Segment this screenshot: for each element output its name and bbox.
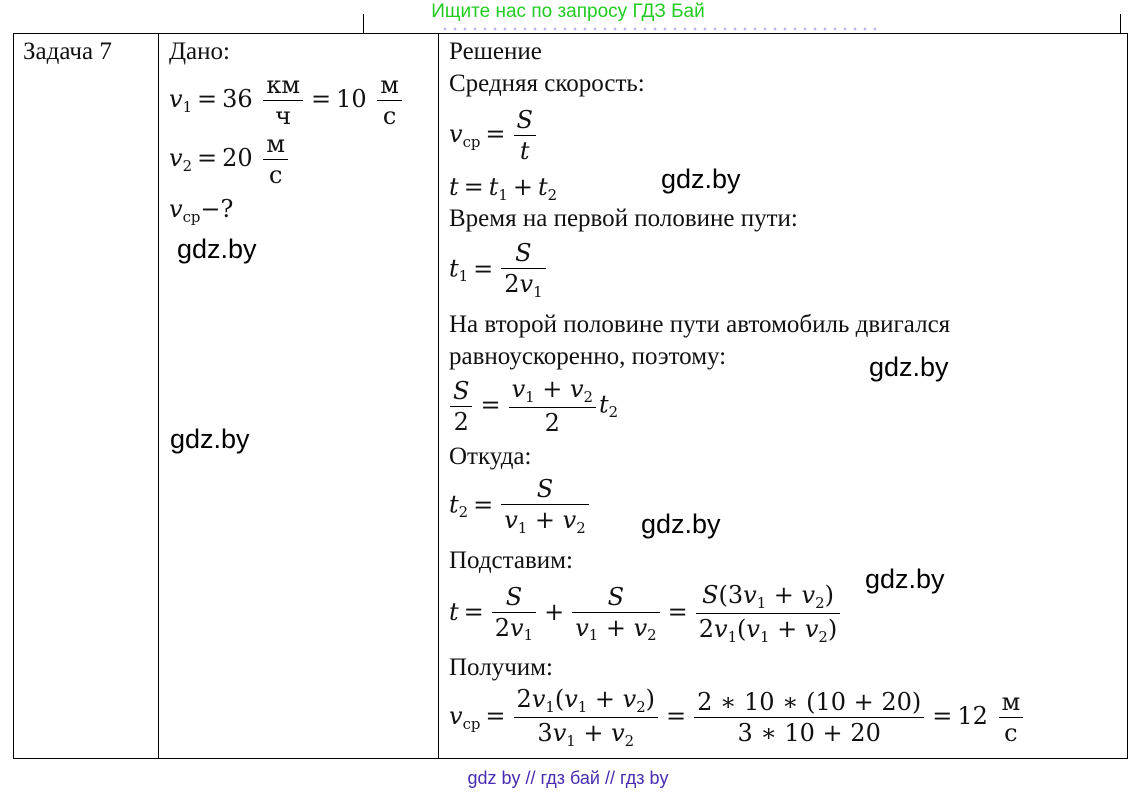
first-half-label: Время на первой половине пути: xyxy=(449,205,798,232)
watermark: gdz.by xyxy=(177,234,257,264)
avg-speed-label: Средняя скорость: xyxy=(449,70,645,97)
watermark: gdz.by xyxy=(170,424,250,454)
border-tick-left xyxy=(363,14,364,33)
watermark: gdz.by xyxy=(641,509,721,539)
given-unknown: vср−? xyxy=(169,195,234,226)
v1-value: 36 xyxy=(222,85,253,113)
given-heading: Дано: xyxy=(169,38,230,65)
final-fraction: $\frac{2 ∗ 10 ∗ (10 + 20)}{3 ∗ 10 + 20}$ xyxy=(694,687,924,748)
formula-avg-speed: vср = $\frac{S}{t}$ xyxy=(449,104,539,167)
footer-text: gdz by // гдз бай // гдз by xyxy=(467,768,669,788)
formula-half-distance: $\frac{S}{2}$ = $\frac{v1 + v2}{2}$ t2 xyxy=(447,374,618,438)
site-banner: Ищите нас по запросу ГДЗ Бай xyxy=(431,1,705,22)
given-v2: v2 = 20 $\frac{м}{с}$ xyxy=(169,128,291,191)
final-unit: $\frac{м}{с}$ xyxy=(999,687,1024,748)
formula-t-sum: t = $\frac{S}{2v1}$ + $\frac{S}{v1 + v2}$ = $\frac{S(3v1 + v2)}{2v1(v1 + v2)}$ xyxy=(449,580,843,647)
task-label-cell xyxy=(14,34,159,759)
solution-heading: Решение xyxy=(449,38,542,65)
border-tick-right xyxy=(1120,14,1121,33)
result-label: Получим: xyxy=(449,654,553,681)
formula-t2: t2 = $\frac{S}{v1 + v2}$ xyxy=(449,474,592,538)
v2-unit: $\frac{м}{с}$ xyxy=(263,129,288,190)
final-value: 12 xyxy=(957,702,988,730)
watermark: gdz.by xyxy=(869,352,949,382)
v1-si-unit: $\frac{м}{с}$ xyxy=(377,70,402,131)
given-v1: v1 = 36 $\frac{км}{ч}$ = 10 $\frac{м}{с}$ xyxy=(169,69,405,132)
substitute-label: Подставим: xyxy=(449,547,573,574)
dotted-rule xyxy=(440,27,876,31)
given-cell xyxy=(159,34,439,759)
v2-value: 20 xyxy=(222,144,253,172)
v1-si-value: 10 xyxy=(336,85,367,113)
task-label: Задача 7 xyxy=(23,38,112,65)
formula-t1: t1 = $\frac{S}{2v1}$ xyxy=(449,238,549,302)
second-half-line2: равноускоренно, поэтому: xyxy=(449,343,727,370)
solution-cell xyxy=(439,34,1128,759)
task-table xyxy=(13,33,1128,759)
watermark: gdz.by xyxy=(661,164,741,194)
whence-label: Откуда: xyxy=(449,443,532,470)
second-half-line1: На второй половине пути автомобиль двигался xyxy=(449,311,951,338)
watermark: gdz.by xyxy=(865,564,945,594)
v1-unit: $\frac{км}{ч}$ xyxy=(263,70,303,131)
formula-total-time: t = t1 + t2 xyxy=(449,173,558,204)
formula-final: vср = $\frac{2v1(v1 + v2)}{3v1 + v2}$ = $\frac{2 ∗ 10 ∗ (10 + 20)}{3 ∗ 10 + 20}$ = 12 $\frac{м}{с}$ xyxy=(449,684,1026,751)
